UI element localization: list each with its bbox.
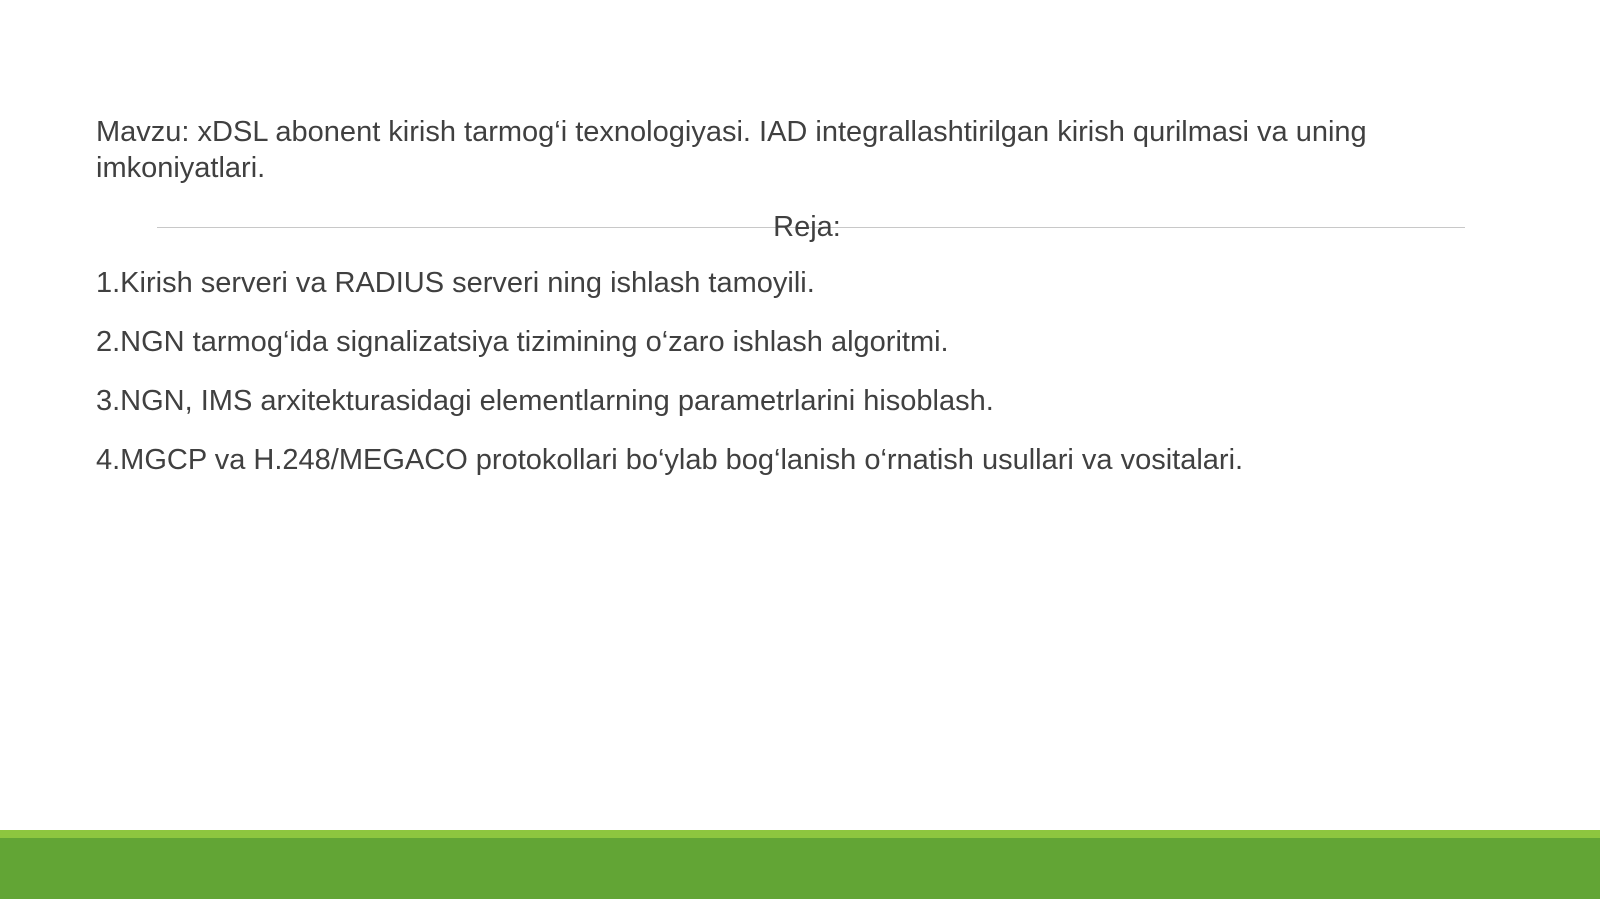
plan-item-2: 2.NGN tarmog‘ida signalizatsiya tizimining o‘zaro ishlash algoritmi.: [96, 326, 949, 358]
plan-item-1: 1.Kirish serveri va RADIUS serveri ning ishlash tamoyili.: [96, 267, 815, 299]
slide-title: Mavzu: xDSL abonent kirish tarmog‘i texnologiyasi. IAD integrallashtirilgan kirish qurilmasi va uning imkoniyatlari.: [96, 116, 1367, 184]
footer-light-band: [0, 830, 1600, 838]
plan-heading-divider: [157, 207, 1465, 247]
plan-item-4: 4.MGCP va H.248/MEGACO protokollari bo‘ylab bog‘lanish o‘rnatish usullari va vositalari.: [96, 444, 1244, 476]
plan-heading: Reja:: [773, 211, 841, 243]
plan-list: [96, 265, 1476, 501]
plan-item-3: 3.NGN, IMS arxitekturasidagi elementlarning parametrlarini hisoblash.: [96, 385, 994, 417]
footer-dark-band: [0, 838, 1600, 899]
